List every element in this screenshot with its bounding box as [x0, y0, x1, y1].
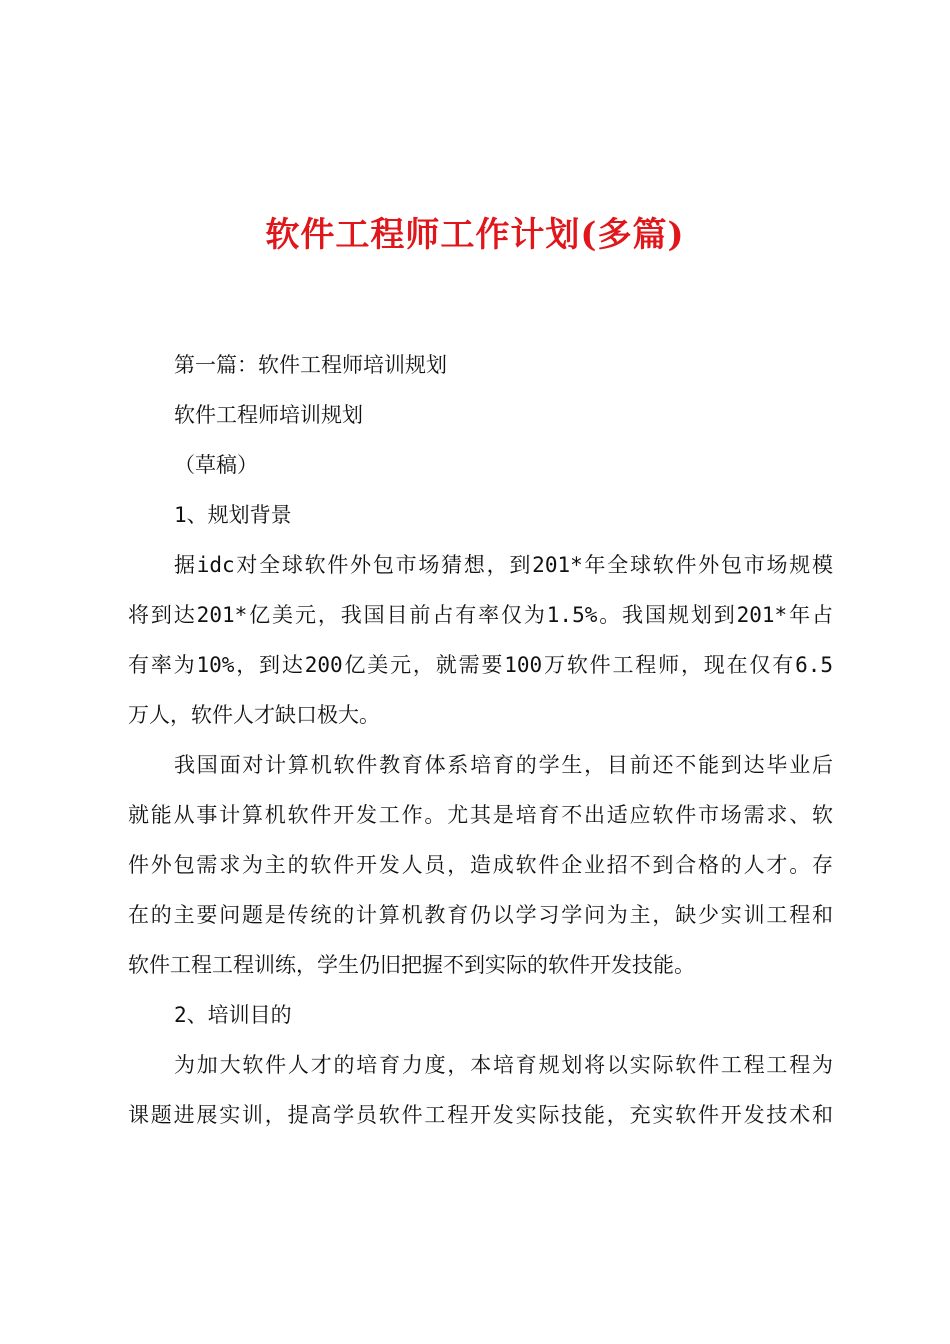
paragraph-line: 我国面对计算机软件教育体系培育的学生，目前还不能到达毕业后 — [174, 753, 833, 777]
paragraph-line: 软件工程工程训练，学生仍旧把握不到实际的软件开发技能。 — [128, 953, 695, 977]
paragraph-line: 课题进展实训，提高学员软件工程开发实际技能，充实软件开发技术和 — [128, 1103, 833, 1127]
paragraph-line: 就能从事计算机软件开发工作。尤其是培育不出适应软件市场需求、软 — [128, 803, 833, 827]
draft-note: （草稿） — [174, 453, 258, 477]
paragraph-line: 据idc对全球软件外包市场猜想，到201*年全球软件外包市场规模 — [174, 553, 833, 577]
paragraph-line: 为加大软件人才的培育力度，本培育规划将以实际软件工程工程为 — [174, 1053, 833, 1077]
subsection-heading: 1、规划背景 — [174, 503, 292, 527]
paragraph-line: 件外包需求为主的软件开发人员，造成软件企业招不到合格的人才。存 — [128, 853, 833, 877]
paragraph-line: 将到达201*亿美元，我国目前占有率仅为1.5%。我国规划到201*年占 — [128, 603, 833, 627]
document-title: 软件工程师工作计划(多篇) — [265, 215, 685, 255]
subtitle-line: 软件工程师培训规划 — [174, 403, 363, 427]
document-body — [128, 340, 833, 1140]
section-heading: 第一篇：软件工程师培训规划 — [174, 353, 447, 377]
paragraph-line: 在的主要问题是传统的计算机教育仍以学习学问为主，缺少实训工程和 — [128, 903, 833, 927]
paragraph-line: 万人，软件人才缺口极大。 — [128, 703, 380, 727]
subsection-heading: 2、培训目的 — [174, 1003, 292, 1027]
paragraph-line: 有率为10%，到达200亿美元，就需要100万软件工程师，现在仅有6.5 — [128, 653, 833, 677]
